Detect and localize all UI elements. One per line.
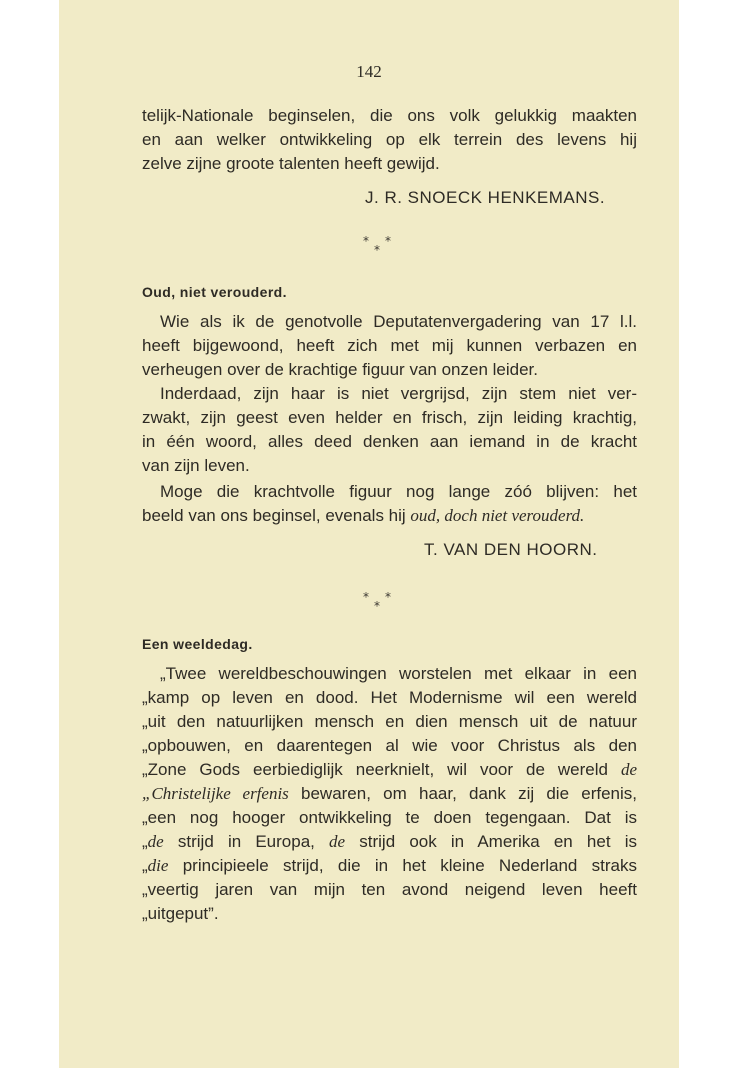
italic-phrase: oud, doch niet verouderd. <box>410 506 585 525</box>
page-number: 142 <box>356 62 382 81</box>
paragraph-line: „een nog hooger ontwikkeling te doen tegengaan. Dat is <box>142 808 637 827</box>
text-run: beeld van ons beginsel, evenals hij <box>142 506 411 525</box>
paragraph-line: „uit den natuurlijken mensch en dien mensch uit de natuur <box>142 712 637 731</box>
paragraph-line: in één woord, alles deed denken aan iemand in de kracht <box>142 432 637 451</box>
signature-snoeck-henkemans: J. R. SNOECK HENKEMANS. <box>365 188 606 207</box>
text-run: strijd ook in Amerika en het is <box>345 832 637 851</box>
italic-phrase: de <box>147 832 164 851</box>
asterisk-glyph: * <box>385 590 391 604</box>
asterisk-glyph: * <box>363 590 369 604</box>
book-page <box>59 0 679 1068</box>
paragraph-line: zwakt, zijn geest even helder en frisch, zijn leiding krachtig, <box>142 408 637 427</box>
paragraph-line: „Twee wereldbeschouwingen worstelen met elkaar in een <box>160 664 637 683</box>
paragraph-line: Moge die krachtvolle figuur nog lange zóó blijven: het <box>160 482 637 501</box>
paragraph-line <box>142 830 637 854</box>
asterisk-glyph: * <box>363 234 369 248</box>
paragraph-line: „kamp op leven en dood. Het Modernisme wil een wereld <box>142 688 637 707</box>
text-run: bewaren, om haar, dank zij die erfenis, <box>288 784 638 803</box>
section-heading: Oud, niet verouderd. <box>142 284 287 300</box>
text-run: „Zone Gods eerbiediglijk neerknielt, wil voor de wereld <box>142 760 621 779</box>
paragraph-line: verheugen over de krachtige figuur van onzen leider. <box>142 360 538 379</box>
paragraph-line: „opbouwen, en daarentegen al wie voor Christus als den <box>142 736 637 755</box>
text-run: „ <box>142 856 148 875</box>
text-run: „ <box>142 832 148 851</box>
paragraph-line: Wie als ik de genotvolle Deputatenvergadering van 17 l.l. <box>160 312 637 331</box>
asterisk-glyph: * <box>385 234 391 248</box>
italic-phrase: de <box>329 832 346 851</box>
italic-phrase: die <box>147 856 169 875</box>
section-separator <box>363 590 403 614</box>
paragraph-line <box>142 782 637 806</box>
section-heading: Een weeldedag. <box>142 636 253 652</box>
paragraph-line: heeft bijgewoond, heeft zich met mij kunnen verbazen en <box>142 336 637 355</box>
text-run: principieele strijd, die in het kleine Nederland straks <box>168 856 637 875</box>
paragraph-line <box>142 854 637 878</box>
asterisk-glyph: * <box>374 599 380 613</box>
paragraph-line <box>142 504 637 528</box>
signature-van-den-hoorn: T. VAN DEN HOORN. <box>424 540 598 559</box>
paragraph-line <box>142 758 637 782</box>
paragraph-line: Inderdaad, zijn haar is niet vergrijsd, zijn stem niet ver- <box>160 384 637 403</box>
paragraph-line: „uitgeput”. <box>142 904 219 923</box>
text-run: strijd in Europa, <box>163 832 330 851</box>
asterisk-glyph: * <box>374 243 380 257</box>
italic-phrase: „Christelijke erfenis <box>142 784 289 803</box>
section-separator <box>363 234 403 258</box>
paragraph-line: telijk-Nationale beginselen, die ons volk gelukkig maakten <box>142 106 637 125</box>
paragraph-line: zelve zijne groote talenten heeft gewijd. <box>142 154 440 173</box>
paragraph-line: van zijn leven. <box>142 456 250 475</box>
paragraph-line: en aan welker ontwikkeling op elk terrein des levens hij <box>142 130 637 149</box>
italic-phrase: de <box>620 760 637 779</box>
paragraph-line: „veertig jaren van mijn ten avond neigend leven heeft <box>142 880 637 899</box>
